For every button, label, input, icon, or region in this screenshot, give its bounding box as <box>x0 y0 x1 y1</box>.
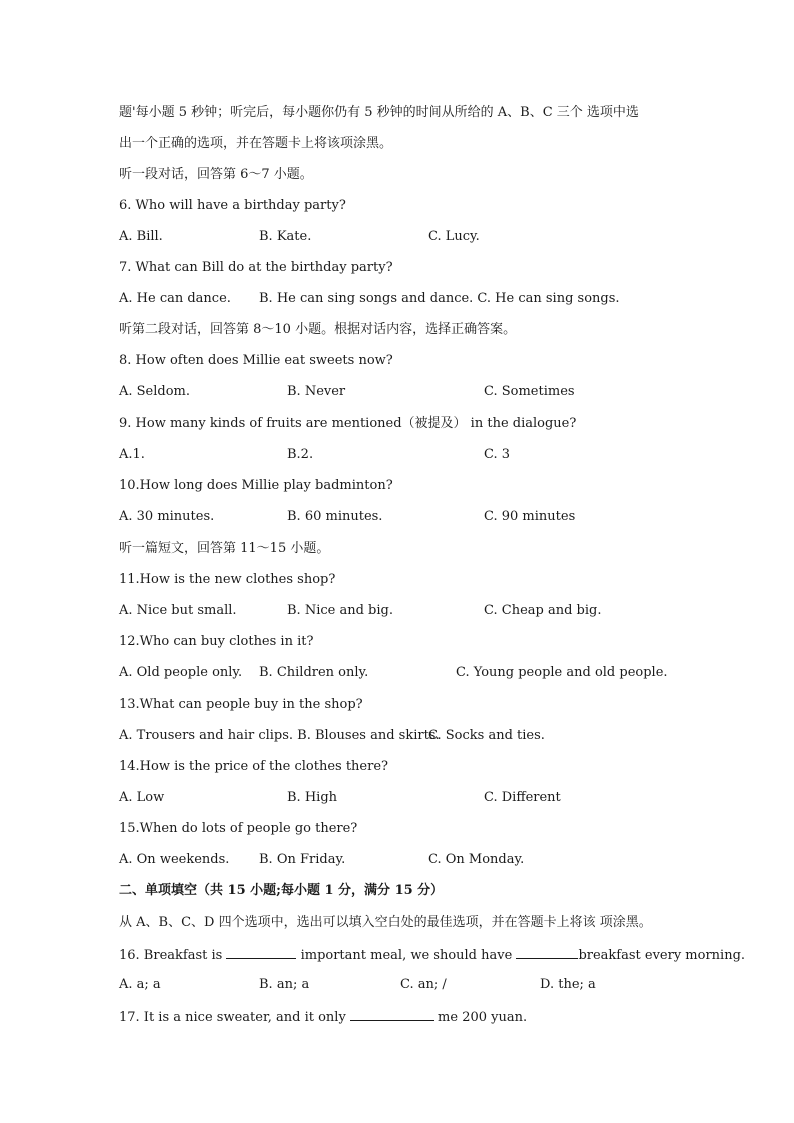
q9-option-c: C. 3 <box>484 447 511 462</box>
q17-blank <box>350 1008 434 1021</box>
q8-option-a: A. Seldom. <box>119 384 191 399</box>
q6-option-a: A. Bill. <box>119 229 163 244</box>
q16-text-mid: important meal, we should have <box>296 948 517 963</box>
intro-line-1: 题'每小题 5 秒钟；听完后，每小题你仍有 5 秒钟的时间从所给的 A、B、C 三个 选项中选 <box>119 105 639 120</box>
question-14: 14.How is the price of the clothes there? <box>119 759 389 774</box>
question-13: 13.What can people buy in the shop? <box>119 697 363 712</box>
q16-option-d: D. the; a <box>540 977 596 992</box>
q6-option-c: C. Lucy. <box>428 229 480 244</box>
question-17 <box>119 1008 527 1026</box>
question-7: 7. What can Bill do at the birthday party? <box>119 260 393 275</box>
section-dialog-1: 听一段对话，回答第 6～7 小题。 <box>119 167 313 182</box>
q17-text-post: me 200 yuan. <box>433 1010 528 1025</box>
q16-blank-1 <box>226 946 296 959</box>
part2-instructions: 从 A、B、C、D 四个选项中，选出可以填入空白处的最佳选项，并在答题卡上将该 项涂黑。 <box>119 915 652 930</box>
question-12: 12.Who can buy clothes in it? <box>119 634 314 649</box>
q15-option-c: C. On Monday. <box>428 852 525 867</box>
q11-option-b: B. Nice and big. <box>287 603 393 618</box>
q10-option-c: C. 90 minutes <box>484 509 576 524</box>
q9-option-a: A.1. <box>119 447 145 462</box>
question-8: 8. How often does Millie eat sweets now? <box>119 353 393 368</box>
q16-option-a: A. a; a <box>119 977 161 992</box>
section-passage: 听一篇短文，回答第 11～15 小题。 <box>119 541 330 556</box>
q11-option-c: C. Cheap and big. <box>484 603 602 618</box>
q16-blank-2 <box>516 946 578 959</box>
part2-title: 二、单项填空（共 15 小题;每小题 1 分，满分 15 分） <box>119 883 444 898</box>
q8-option-b: B. Never <box>287 384 346 399</box>
q10-option-b: B. 60 minutes. <box>287 509 383 524</box>
q10-option-a: A. 30 minutes. <box>119 509 215 524</box>
q6-option-b: B. Kate. <box>259 229 312 244</box>
q11-option-a: A. Nice but small. <box>119 603 237 618</box>
question-11: 11.How is the new clothes shop? <box>119 572 336 587</box>
q12-option-a: A. Old people only. <box>119 665 243 680</box>
q7-option-a: A. He can dance. <box>119 291 231 306</box>
q14-option-b: B. High <box>287 790 338 805</box>
q14-option-a: A. Low <box>119 790 165 805</box>
q9-option-b: B.2. <box>287 447 314 462</box>
section-dialog-2: 听第二段对话，回答第 8～10 小题。根据对话内容，选择正确答案。 <box>119 322 517 337</box>
q16-text-pre: 16. Breakfast is <box>119 948 227 963</box>
q12-option-b: B. Children only. <box>259 665 369 680</box>
question-16 <box>119 946 745 964</box>
question-15: 15.When do lots of people go there? <box>119 821 358 836</box>
question-10: 10.How long does Millie play badminton? <box>119 478 393 493</box>
q15-option-a: A. On weekends. <box>119 852 230 867</box>
q16-text-post: breakfast every morning. <box>578 948 746 963</box>
q13-option-c: C. Socks and ties. <box>428 728 545 743</box>
q16-option-b: B. an; a <box>259 977 310 992</box>
q16-option-c: C. an; / <box>400 977 447 992</box>
q7-option-b-c: B. He can sing songs and dance. C. He can sing songs. <box>259 291 620 306</box>
q14-option-c: C. Different <box>484 790 561 805</box>
q15-option-b: B. On Friday. <box>259 852 346 867</box>
question-6: 6. Who will have a birthday party? <box>119 198 346 213</box>
intro-line-2: 出一个正确的选项，并在答题卡上将该项涂黑。 <box>119 136 393 151</box>
q8-option-c: C. Sometimes <box>484 384 575 399</box>
question-9: 9. How many kinds of fruits are mentioned（被提及） in the dialogue? <box>119 416 577 431</box>
q13-option-a-b: A. Trousers and hair clips. B. Blouses and skirts. <box>119 728 440 743</box>
q12-option-c: C. Young people and old people. <box>456 665 668 680</box>
q17-text-pre: 17. It is a nice sweater, and it only <box>119 1010 350 1025</box>
